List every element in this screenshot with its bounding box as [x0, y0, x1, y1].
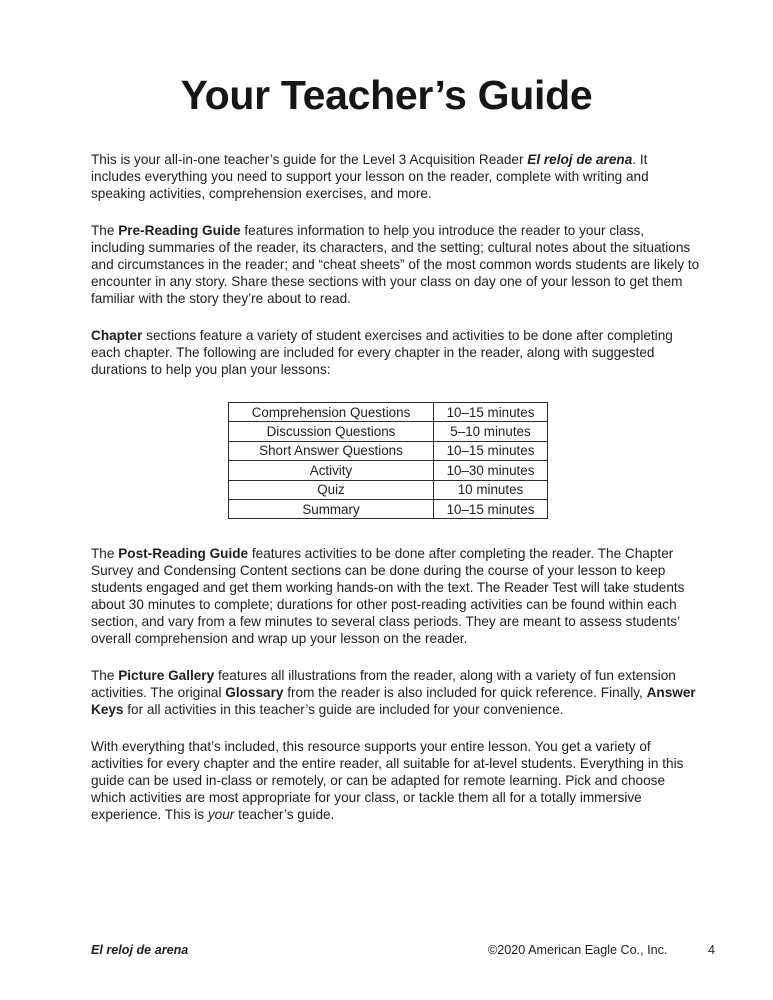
pre-reading-lead: The [91, 223, 119, 238]
pre-reading-text: features information to help you introduce the reader to your class, including summaries of the reader, its characters, and the setting; cultural notes about the situations and circumstances in the reader; and “cheat sheets” of the most common words students are likely to encounter in any story. Share these sections with your class on day one of your lesson to get them familiar with the story they’re about to read. [91, 223, 700, 307]
post-reading-heading: Post-Reading Guide [118, 546, 249, 561]
glossary-text: from the reader is also included for quick reference. Finally, [283, 685, 647, 701]
activity-cell: Summary [229, 499, 434, 518]
duration-cell: 10–15 minutes [434, 441, 548, 460]
pre-reading-heading: Pre-Reading Guide [118, 223, 241, 238]
chapter-heading: Chapter [91, 328, 143, 343]
chapter-text: sections feature a variety of student exercises and activities to be done after completing each chapter. The following are included for every chapter in the reader, along with suggested durations to help you plan your lessons: [91, 328, 673, 378]
gallery-text: features all illustrations from the reader, along with a variety of fun extension activities. The original [91, 668, 676, 701]
duration-cell: 5–10 minutes [434, 422, 548, 441]
closing-emphasis: your [207, 807, 235, 823]
duration-cell: 10–30 minutes [434, 461, 548, 480]
activity-cell: Activity [229, 461, 434, 480]
activity-cell: Short Answer Questions [229, 441, 434, 460]
intro-paragraph [91, 151, 701, 202]
glossary-heading: Glossary [225, 685, 284, 701]
table-row [229, 403, 548, 422]
page-title: Your Teacher’s Guide [180, 72, 593, 118]
activity-cell: Discussion Questions [229, 422, 434, 441]
activity-cell: Comprehension Questions [229, 403, 434, 422]
closing-text-end: teacher’s guide. [234, 807, 335, 823]
activity-cell: Quiz [229, 480, 434, 499]
pre-reading-paragraph [91, 222, 701, 307]
chapter-paragraph [91, 327, 701, 378]
post-reading-lead: The [91, 546, 119, 561]
table-row [229, 461, 548, 480]
answer-keys-heading: Answer Keys [91, 685, 696, 718]
page-number: 4 [708, 943, 716, 957]
post-reading-text: features activities to be done after completing the reader. The Chapter Survey and Condensing Content sections can be done during the course of your lesson to keep students engaged and get them working hands-on with the text. The Reader Test will take students about 30 minutes to complete; durations for other post-reading activities can be found within each section, and vary from a few minutes to several class periods. They are meant to assess students’ overall comprehension and wrap up your lesson on the reader. [91, 546, 685, 647]
table-row [229, 441, 548, 460]
closing-paragraph [91, 738, 701, 823]
durations-table [228, 402, 548, 519]
duration-cell: 10–15 minutes [434, 499, 548, 518]
post-reading-paragraph [91, 545, 701, 648]
table-row [229, 480, 548, 499]
footer-copyright: ©2020 American Eagle Co., Inc. [488, 943, 668, 957]
duration-cell: 10–15 minutes [434, 403, 548, 422]
gallery-lead: The [91, 668, 119, 683]
table-row [229, 499, 548, 518]
picture-gallery-heading: Picture Gallery [118, 668, 215, 683]
footer-book-title: El reloj de arena [91, 943, 189, 957]
intro-text: This is your all-in-one teacher’s guide for the Level 3 Acquisition Reader [91, 152, 528, 167]
answer-keys-text: for all activities in this teacher’s guide are included for your convenience. [123, 702, 564, 718]
table-row [229, 422, 548, 441]
book-title: El reloj de arena [527, 152, 633, 167]
intro-text-end: . It includes everything you need to support your lesson on the reader, complete with writing and speaking activities, comprehension exercises, and more. [91, 152, 649, 202]
closing-text: With everything that’s included, this resource supports your entire lesson. You get a variety of activities for every chapter and the entire reader, all suitable for at-level students. Everything in this guide can be used in-class or remotely, or can be adapted for remote learning. Pick and choose which activities are most appropriate for your class, or tackle them all for a totally immersive experience. This is [91, 739, 684, 823]
duration-cell: 10 minutes [434, 480, 548, 499]
gallery-paragraph [91, 667, 701, 718]
